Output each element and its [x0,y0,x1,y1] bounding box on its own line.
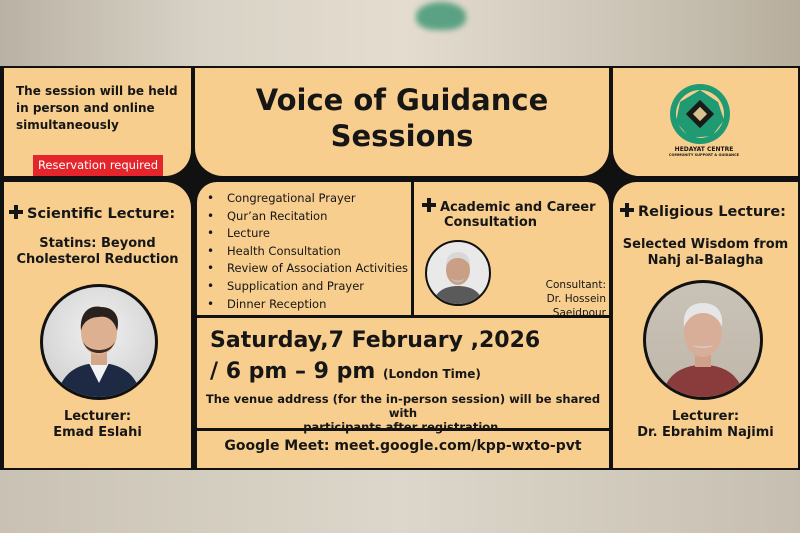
scientific-topic-line-2: Cholesterol Reduction [16,252,179,267]
religious-topic-line-1: Selected Wisdom from [622,237,789,252]
scientific-heading-text: Scientific Lecture: [27,206,176,222]
portrait-icon [43,287,155,397]
plus-icon [422,198,436,212]
event-timezone: (London Time) [382,367,481,381]
reservation-badge: Reservation required [33,155,163,176]
religious-lecturer-name: Dr. Ebrahim Najimi [637,425,774,440]
list-item: • Review of Association Activities [207,260,408,278]
venue-note-line-1: The venue address (for the in-person session) will be shared with [205,392,601,420]
plus-icon [620,203,634,217]
org-tagline: COMMUNITY SUPPORT & GUIDANCE [668,153,740,157]
venue-note-line-2: participants after registration. [303,420,503,434]
consultant-portrait [425,240,491,306]
consultant-info [494,278,606,320]
hedayat-logo-icon [668,82,732,146]
religious-lecturer [613,409,798,441]
title-line-1: Voice of Guidance [255,83,549,117]
consultation-heading [422,198,596,230]
venue-note [197,392,609,434]
list-item: • Health Consultation [207,243,408,261]
event-time-range: / 6 pm – 9 pm [210,359,376,384]
background-top-photo [0,0,800,66]
program-list [207,190,408,313]
religious-lecturer-portrait [643,280,763,400]
plus-icon [9,205,23,219]
religious-topic-line-2: Nahj al-Balagha [647,253,764,268]
portrait-icon [427,242,489,304]
scientific-lecturer [4,409,191,441]
list-item: • Dinner Reception [207,296,408,314]
title-line-2: Sessions [330,119,474,153]
list-item: • Supplication and Prayer [207,278,408,296]
session-note: The session will be held in person and online simultaneously [16,84,178,132]
org-name: HEDAYAT CENTRE [674,146,734,153]
lecturer-portrait [40,284,158,400]
scientific-lecturer-label: Lecturer: [63,409,132,424]
religious-heading-text: Religious Lecture: [638,204,786,220]
event-time [210,359,481,384]
portrait-icon [646,283,760,397]
consultation-heading-line-2: Consultation [444,215,538,230]
event-date: Saturday,7 February ,2026 [210,328,541,353]
google-meet-link: Google Meet: meet.google.com/kpp-wxto-pvt [224,438,582,454]
religious-topic [613,237,798,269]
religious-heading [620,203,786,220]
list-item: • Congregational Prayer [207,190,408,208]
consultation-heading-line-1: Academic and Career [440,200,596,215]
scientific-topic [4,236,191,268]
scientific-lecturer-name: Emad Eslahi [53,425,142,440]
consultant-label: Consultant: [545,279,606,291]
page-title [195,82,609,154]
scientific-heading [9,205,175,222]
religious-lecturer-label: Lecturer: [671,409,740,424]
background-bottom-photo [0,470,800,533]
consultant-name: Dr. Hossein Saeidpour [546,293,606,319]
scientific-topic-line-1: Statins: Beyond [39,236,156,251]
list-item: • Lecture [207,225,408,243]
plant-blur [416,2,466,30]
list-item: • Qur’an Recitation [207,208,408,226]
